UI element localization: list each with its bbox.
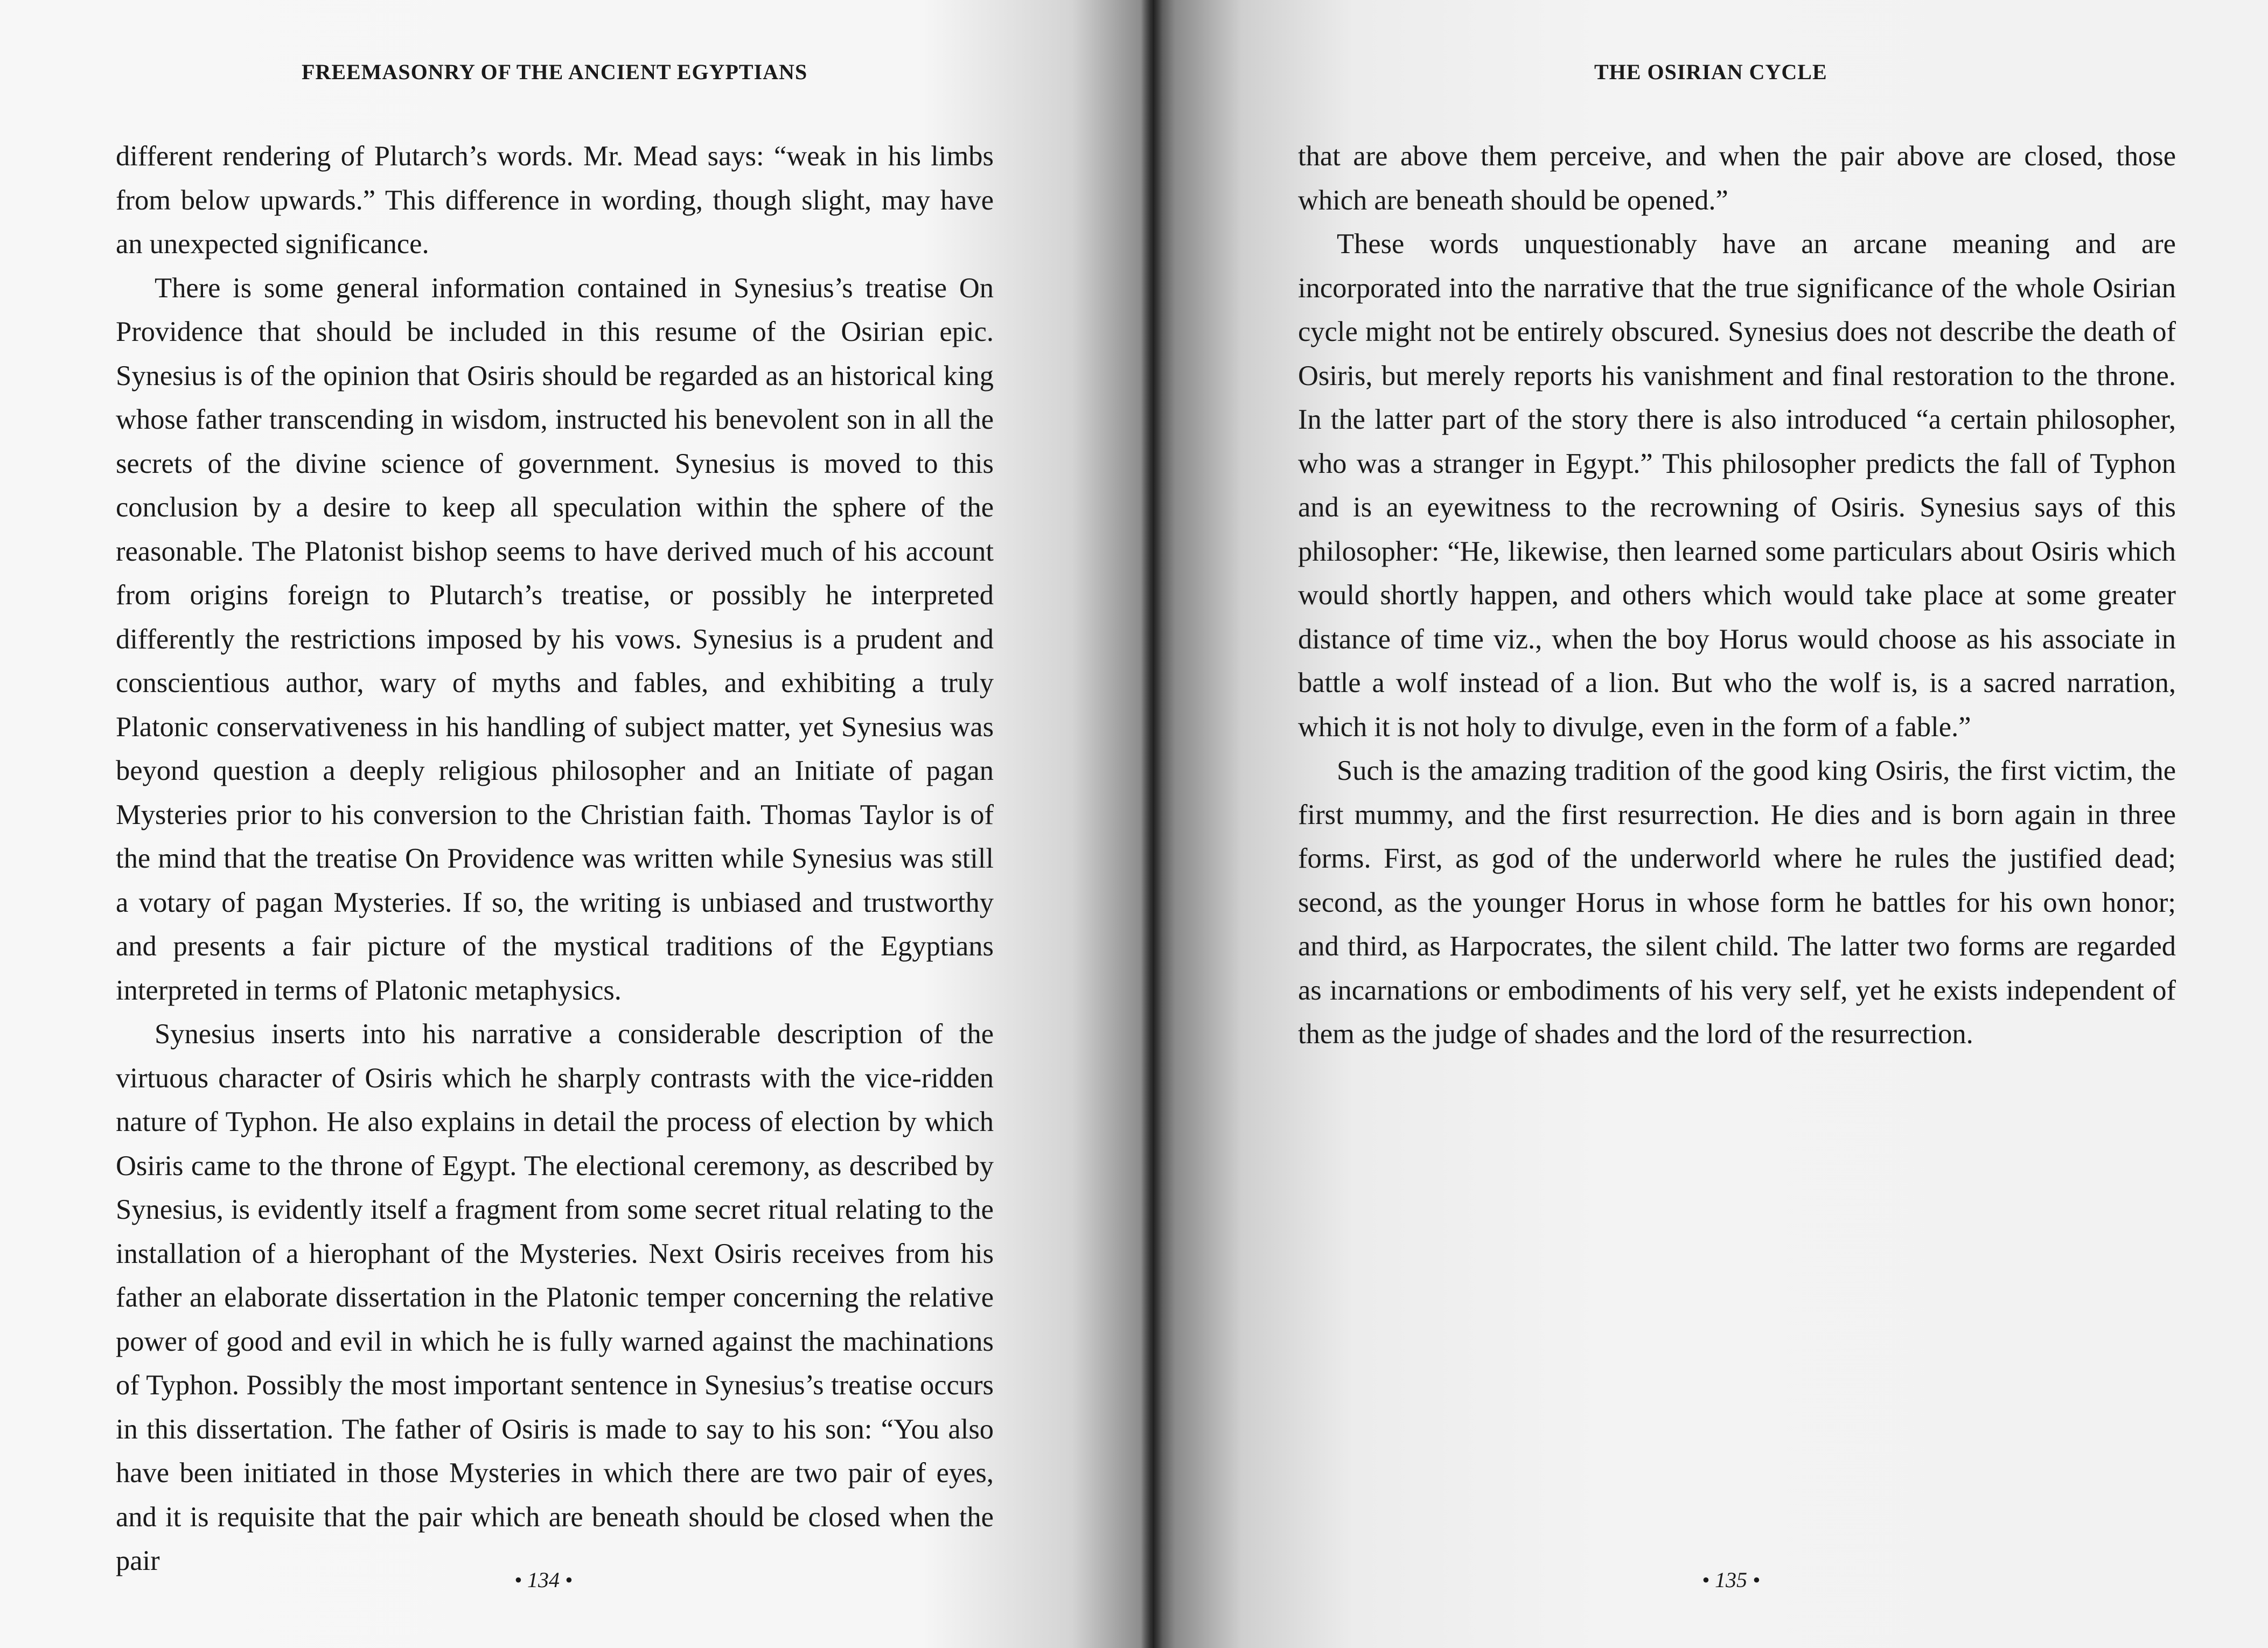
paragraph: that are above them perceive, and when the pair above are closed, those which are beneath should be opened.”: [1298, 141, 2176, 216]
page-number-left: • 134 •: [514, 1568, 573, 1592]
book-gutter-shadow: [1141, 0, 1162, 1648]
right-page-body: [1298, 135, 2176, 1057]
paragraph: Synesius inserts into his narrative a considerable description of the virtuous character of Osiris which he sharply contrasts with the vice-ridden nature of Typhon. He also explains in detail the process of election by which Osiris came to the throne of Egypt. The electional ceremony, as described by Synesius, is evidently itself a fragment from some secret ritual relating to the installation of a hierophant of the Mysteries. Next Osiris receives from his father an elaborate dissertation in the Platonic temper concerning the relative power of good and evil in which he is fully warned against the machinations of Typhon. Possibly the most important sentence in Synesius’s treatise occurs in this dissertation. The father of Osiris is made to say to his son: “You also have been initiated in those Mysteries in which there are two pair of eyes, and it is requisite that the pair which are beneath should be closed when the pair: [116, 1018, 994, 1576]
paragraph: different rendering of Plutarch’s words. Mr. Mead says: “weak in his limbs from below upwards.” This difference in wording, though slight, may have an unexpected significance.: [116, 141, 994, 260]
paragraph: There is some general information contained in Synesius’s treatise On Providence that should be included in this resume of the Osirian epic. Synesius is of the opinion that Osiris should be regarded as an historical king whose father transcending in wisdom, instructed his benevolent son in all the secrets of the divine science of government. Synesius is moved to this conclusion by a desire to keep all speculation within the sphere of the reasonable. The Platonist bishop seems to have derived much of his account from origins foreign to Plutarch’s treatise, or possibly he interpreted differently the restrictions imposed by his vows. Synesius is a prudent and conscientious author, wary of myths and fables, and exhibiting a truly Platonic conservativeness in his handling of subject matter, yet Synesius was beyond question a deeply religious philosopher and an Initiate of pagan Mysteries prior to his conversion to the Christian faith. Thomas Taylor is of the mind that the treatise On Providence was written while Synesius was still a votary of pagan Mysteries. If so, the writing is unbiased and trustworthy and presents a fair picture of the mystical traditions of the Egyptians interpreted in terms of Platonic metaphysics.: [116, 272, 994, 1006]
paragraph: These words unquestionably have an arcane meaning and are incorporated into the narrative that the true significance of the whole Osirian cycle might not be entirely obscured. Synesius does not describe the death of Osiris, but merely reports his vanishment and final restoration to the throne. In the latter part of the story there is also introduced “a certain philosopher, who was a stranger in Egypt.” This philosopher predicts the fall of Typhon and is an eyewitness to the recrowning of Osiris. Synesius says of this philosopher: “He, likewise, then learned some particulars about Osiris which would shortly happen, and others which would take place at some greater distance of time viz., when the boy Horus would choose as his associate in battle a wolf instead of a lion. But who the wolf is, is a sacred narration, which it is not holy to divulge, even in the form of a fable.”: [1298, 228, 2176, 743]
left-page-body: [116, 135, 994, 1583]
running-head-left: FREEMASONRY OF THE ANCIENT EGYPTIANS: [302, 60, 808, 84]
paragraph: Such is the amazing tradition of the good king Osiris, the first victim, the first mummy, and the first resurrection. He dies and is born again in three forms. First, as god of the underworld where he rules the justified dead; second, as the younger Horus in whose form he battles for his own honor; and third, as Harpocrates, the silent child. The latter two forms are regarded as incarnations or embodiments of his very self, yet he exists independent of them as the judge of shades and the lord of the resurrection.: [1298, 755, 2176, 1050]
running-head-right: THE OSIRIAN CYCLE: [1594, 60, 1827, 84]
page-number-right: • 135 •: [1702, 1568, 1761, 1592]
